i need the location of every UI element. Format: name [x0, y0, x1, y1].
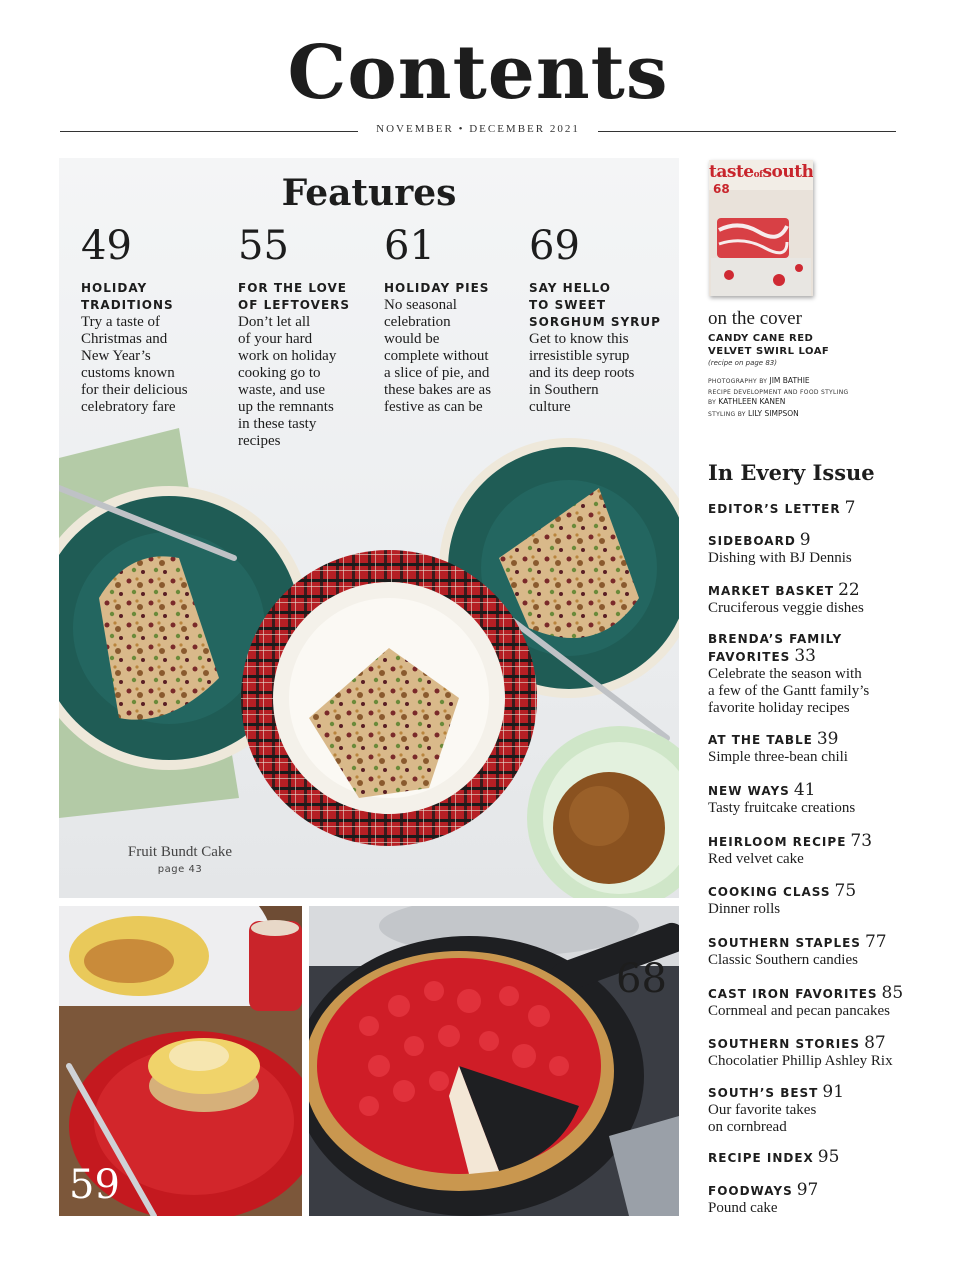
issue-heading: FOODWAYS	[708, 1184, 793, 1198]
issue-item-heirloom-recipe[interactable]	[708, 833, 928, 868]
issue-item-southern-staples[interactable]	[708, 934, 928, 969]
feature-heading: SAY HELLO TO SWEET SORGHUM SYRUP	[529, 281, 661, 329]
issue-heading: COOKING CLASS	[708, 885, 831, 899]
feature-heading: FOR THE LOVE OF LEFTOVERS	[238, 281, 351, 312]
feature-description: Try a taste of Christmas and New Year’s customs known for their delicious celebratory fare	[81, 314, 188, 415]
issue-description: Celebrate the season with a few of the Gantt family’s favorite holiday recipes	[708, 666, 870, 716]
cherry-pie-photo[interactable]	[309, 906, 679, 1216]
issue-description: Dinner rolls	[708, 901, 781, 917]
issue-item-cast-iron-favorites[interactable]	[708, 985, 928, 1020]
issue-heading: RECIPE INDEX	[708, 1151, 814, 1165]
cover-number: 68	[713, 182, 730, 196]
credit-styling	[708, 409, 799, 418]
issue-description: Dishing with BJ Dennis	[708, 550, 852, 566]
page-title: Contents	[287, 30, 669, 116]
issue-page: 97	[796, 1180, 819, 1200]
issue-heading: CAST IRON FAVORITES	[708, 987, 878, 1001]
issue-item-market-basket[interactable]	[708, 582, 928, 617]
issue-heading-line-1: BRENDA’S FAMILY	[708, 632, 843, 646]
feature-item[interactable]	[529, 222, 669, 416]
feature-page-number: 49	[81, 223, 132, 269]
cover-recipe-heading: CANDY CANE RED VELVET SWIRL LOAF	[708, 333, 830, 357]
issue-item-recipe-index[interactable]	[708, 1149, 928, 1167]
issue-description: Tasty fruitcake creations	[708, 800, 856, 816]
cover-logo-word: south	[762, 162, 813, 182]
issue-date: NOVEMBER • DECEMBER 2021	[376, 123, 580, 135]
issue-item-sideboard[interactable]	[708, 532, 928, 567]
issue-item-at-the-table[interactable]	[708, 731, 928, 766]
issue-page: 77	[864, 932, 887, 952]
issue-heading: SOUTHERN STAPLES	[708, 936, 861, 950]
credit-name: LILY SIMPSON	[747, 409, 799, 418]
issue-page: 7	[844, 498, 856, 518]
photo-page-number-right: 68	[616, 956, 667, 1002]
feature-description: Don’t let all of your hard work on holiday cooking go to waste, and use up the remnants in these tasty recipes	[238, 314, 337, 449]
cover-logo-word: of	[753, 170, 763, 180]
issue-heading-line-2: FAVORITES	[708, 650, 791, 664]
issue-page: 22	[838, 580, 860, 600]
caption-page: page 43	[157, 864, 203, 875]
issue-heading: NEW WAYS	[708, 784, 790, 798]
issue-item-southern-stories[interactable]	[708, 1035, 928, 1070]
issue-item-cooking-class[interactable]	[708, 883, 928, 918]
feature-heading: HOLIDAY PIES	[384, 281, 490, 295]
credit-photography	[708, 376, 810, 385]
issue-description: Chocolatier Phillip Ashley Rix	[708, 1053, 893, 1069]
feature-item[interactable]	[238, 222, 378, 450]
feature-item[interactable]	[384, 222, 524, 416]
issue-page: 91	[822, 1082, 845, 1102]
cover-logo-word: taste	[709, 162, 754, 182]
issue-heading: HEIRLOOM RECIPE	[708, 835, 847, 849]
credit-name: KATHLEEN KANEN	[718, 397, 786, 406]
dateline	[60, 123, 896, 139]
feature-page-number: 55	[238, 223, 289, 269]
issue-page: 75	[834, 881, 857, 901]
credit-role: PHOTOGRAPHY BY	[708, 378, 768, 385]
credit-role: BY	[708, 399, 717, 406]
issue-page: 95	[817, 1147, 840, 1167]
issue-description: Simple three-bean chili	[708, 749, 848, 765]
photo-page-number-left: 59	[69, 1162, 120, 1208]
issue-heading: SIDEBOARD	[708, 534, 796, 548]
issue-page: 41	[793, 780, 816, 800]
eggs-benedict-photo[interactable]	[59, 906, 302, 1216]
credit-role: STYLING BY	[708, 411, 746, 418]
issue-heading: MARKET BASKET	[708, 584, 835, 598]
feature-page-number: 61	[384, 223, 435, 269]
issue-page: 73	[850, 831, 873, 851]
issue-heading: AT THE TABLE	[708, 733, 813, 747]
photo-caption	[115, 844, 245, 875]
issue-description: Our favorite takes on cornbread	[708, 1102, 817, 1135]
cherry-pie-image	[309, 906, 679, 1216]
issue-heading: EDITOR’S LETTER	[708, 502, 841, 516]
credit-food-styling	[708, 397, 785, 406]
feature-description: Get to know this irresistible syrup and its deep roots in Southern culture	[529, 331, 635, 415]
issue-item-brendas-family-favorites[interactable]	[708, 631, 928, 717]
issue-page: 33	[794, 646, 816, 666]
issue-page: 9	[799, 530, 811, 550]
features-hero-photo	[59, 158, 679, 898]
cover-logo	[709, 162, 813, 182]
issue-item-souths-best[interactable]	[708, 1084, 928, 1136]
feature-page-number: 69	[529, 223, 580, 269]
credit-role: RECIPE DEVELOPMENT AND FOOD STYLING	[708, 389, 849, 396]
issue-description: Cruciferous veggie dishes	[708, 600, 864, 616]
issue-item-foodways[interactable]	[708, 1182, 928, 1217]
feature-heading: HOLIDAY TRADITIONS	[81, 281, 174, 312]
issue-description: Classic Southern candies	[708, 952, 858, 968]
on-the-cover-label: on the cover	[708, 308, 802, 329]
issue-heading: SOUTHERN STORIES	[708, 1037, 861, 1051]
issue-description: Pound cake	[708, 1200, 778, 1216]
issue-description: Cornmeal and pecan pancakes	[708, 1003, 890, 1019]
cover-recipe-note: (recipe on page 83)	[708, 359, 777, 367]
in-every-issue-title: In Every Issue	[708, 460, 875, 485]
feature-item[interactable]	[81, 222, 221, 416]
issue-item-new-ways[interactable]	[708, 782, 928, 817]
issue-page: 85	[881, 983, 904, 1003]
feature-description: No seasonal celebration would be complete without a slice of pie, and these bakes are as festive as can be	[384, 297, 492, 415]
divider-right	[598, 131, 896, 132]
caption-title: Fruit Bundt Cake	[127, 844, 233, 860]
credit-name: JIM BATHIE	[769, 376, 810, 385]
issue-item-editors-letter[interactable]	[708, 500, 928, 518]
credit-recipe-development	[708, 389, 848, 396]
magazine-cover-thumbnail[interactable]	[709, 160, 813, 296]
issue-page: 87	[864, 1033, 886, 1053]
features-title: Features	[281, 172, 457, 214]
issue-page: 39	[816, 729, 839, 749]
issue-description: Red velvet cake	[708, 851, 804, 867]
issue-heading: SOUTH’S BEST	[708, 1086, 819, 1100]
